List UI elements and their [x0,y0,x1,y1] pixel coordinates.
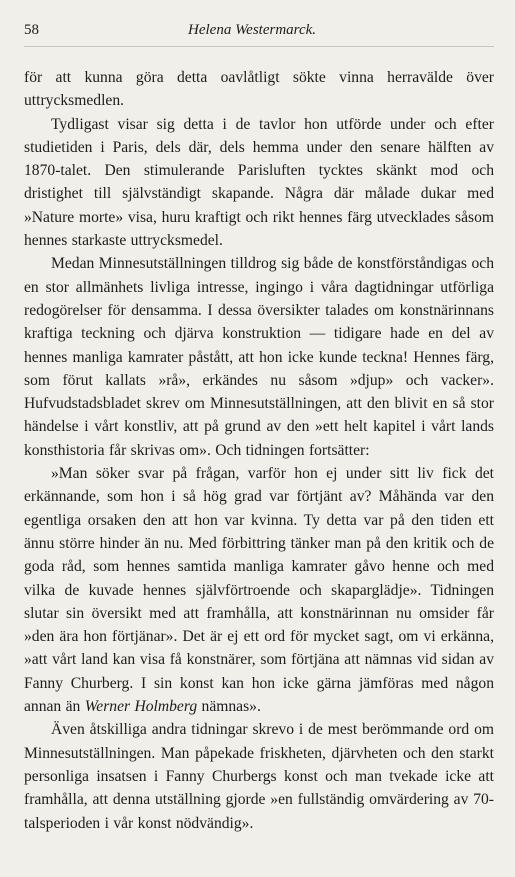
running-head [24,22,494,44]
paragraph-5: Även åtskilliga andra tidningar skrevo i de mest berömmande ord om Minnesutställningen. Man påpekade friskheten, djärvheten och den starkt personliga insatsen i Fanny Churbergs konst och man tvekade icke att framhålla, att denna utställning gjorde »en fullständig omvärdering av 70-talsperioden i vår konst nödvändig». [24,721,494,832]
header-rule [24,46,494,47]
paragraph-2: Tydligast visar sig detta i de tavlor hon utförde under och efter studietiden i Paris, dels där, dels hemma under den senare hälften av 1870-talet. Den stimulerande Parisluften tycktes skänkt mod och dristighet till självständigt skapande. Några där målade dukar med »Nature morte» visa, huru kraftigt och rikt hennes färg utvecklades såsom hennes starkaste uttrycksmedel. [24,115,494,250]
book-page [24,0,494,877]
running-title: Helena Westermarck. [188,22,317,38]
quote-text: »Man söker svar på frågan, varför hon ej under sitt liv fick det erkännande, som hon i så hög grad var förtjänt av? Måhända var den egentliga orsaken den att hon var kvinna. Ty detta var på den tiden ett ännu större hinder än nu. Med förbittring tänker man på den kritik och de goda råd, som hennes samtida manliga kamrater gåvo henne och med vilka de kuvade hennes självförtroende och skaparglädje». Tidningen slutar sin översikt med att framhålla, att konstnärinnan nu omsider får »den ära hon förtjänar». Det är ej ett ord för mycket sagt, om vi erkänna, »att vårt land kan visa få konstnärer, som förtjäna att nämnas vid sidan av Fanny Churberg. I sin konst kan hon icke gärna jämföras med någon annan än [24,465,494,716]
quote-end: nämnas». [197,698,261,716]
page-number: 58 [24,22,39,38]
paragraph-1: för att kunna göra detta oavlåtligt sökte vinna herravälde över uttrycksmedlen. [24,69,494,110]
paragraph-3: Medan Minnesutställningen tilldrog sig både de konstförståndigas och en stor allmänhets livliga intresse, ingingo i våra dagtidningar utförliga redogörelser för densamma. I dessa översikter talades om konstnärinnans kraftiga teckning och djärva konstruktion — tidigare hade en del av hennes manliga kamrater påstått, att hon icke kunde teckna! Hennes färg, som förut kallats »rå», erkändes nu såsom »djup» och vacker». Hufvudstadsbladet skrev om Minnesutställningen, att den blivit en så stor händelse i vårt konstliv, att på grund av den »ett helt kapitel i vårt lands konsthistoria får skrivas om». Och tidningen fortsätter: [24,255,494,459]
artist-name-italic: Werner Holmberg [84,698,198,716]
body-text [24,66,494,835]
paragraph-4 [24,462,494,718]
